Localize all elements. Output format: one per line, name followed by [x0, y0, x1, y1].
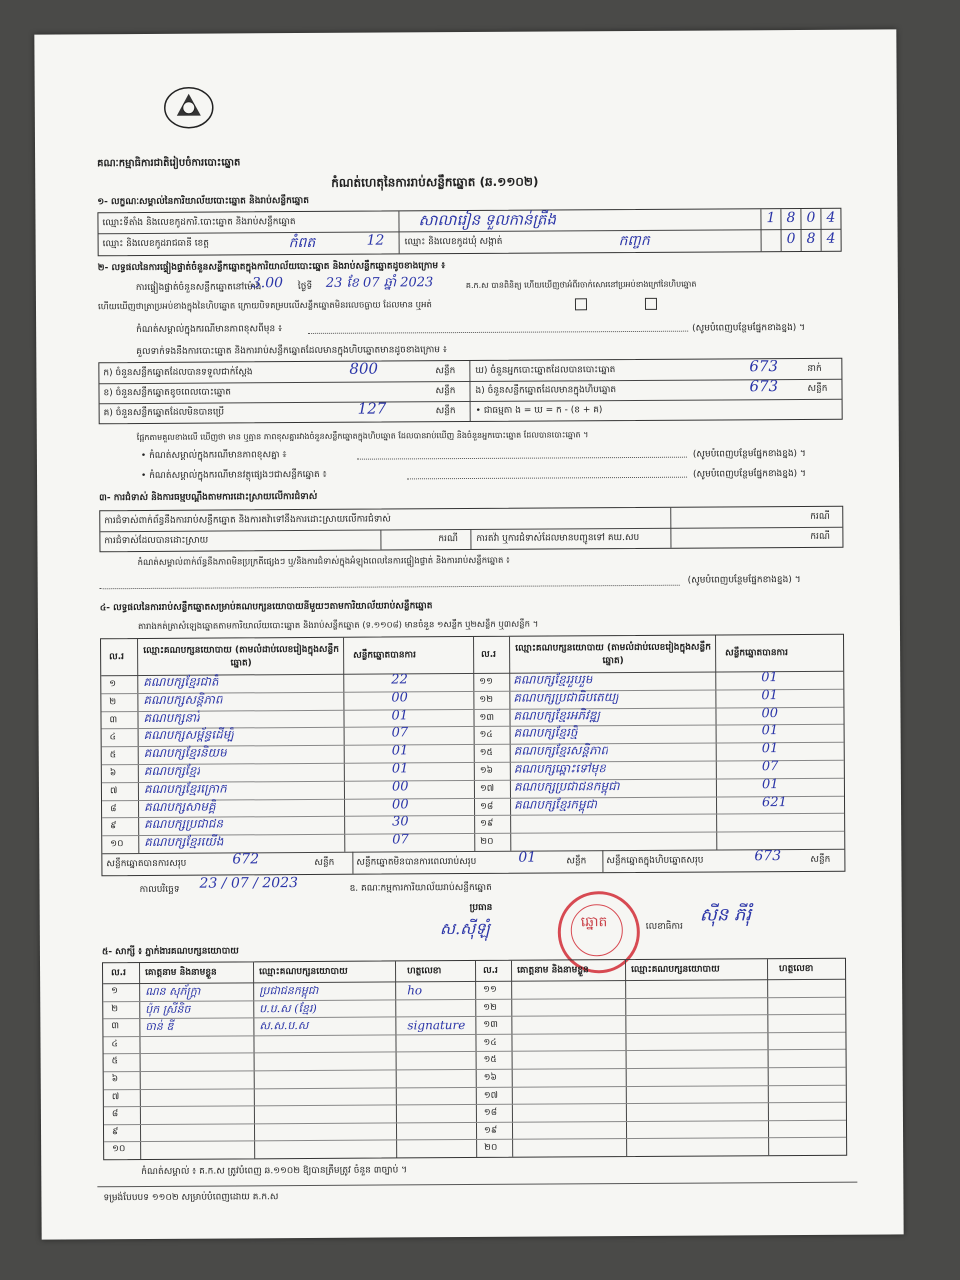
seal-yes-checkbox[interactable] [575, 298, 587, 310]
results-party-name: គណបក្សប្រជាជនកម្ពុជា [513, 778, 620, 794]
results-table [100, 634, 845, 877]
results-votes: 01 [391, 743, 409, 759]
witness-row-number-right: ១៩ [484, 1125, 498, 1136]
results-party-name: គណបក្សខ្មែររួបរួម [513, 672, 593, 687]
witness-col-sign-right: ហត្ថលេខា [779, 963, 814, 975]
results-row-number: ៣ [109, 714, 118, 725]
results-row-number: ១៦ [479, 765, 494, 776]
witness-row-number-right: ១៤ [483, 1037, 497, 1048]
witness-name: ណន សុភ័ក្ត្រា [145, 984, 201, 998]
province-code: 12 [366, 232, 385, 249]
witness-name: ប៉ុក ស្រីនិច [145, 1002, 191, 1016]
witness-col-name-left: គោត្តនាម និងនាមខ្លួន [145, 967, 217, 978]
results-row-number: ៤ [109, 732, 117, 743]
results-party-name: គណបក្សខ្មែរថ្មី [513, 725, 578, 741]
diff-note-line[interactable] [308, 331, 688, 334]
results-votes: 30 [392, 814, 409, 830]
fill-note-2: (សូមបំពេញបន្ថែមផ្នែកខាងខ្នង) ។ [692, 448, 806, 460]
witness-row-number: ៥ [111, 1056, 119, 1067]
witness-row-divider [104, 1102, 846, 1108]
witness-col-name-right: គោត្តនាម និងនាមខ្លួន [517, 965, 589, 976]
complaint-case-2: ករណី [438, 534, 459, 545]
results-votes: 07 [392, 832, 409, 848]
results-row-number: ៩ [110, 821, 117, 832]
results-party-name: គណបក្សឆ្ពោះទៅមុខ [513, 761, 606, 776]
section2-heading: ២- លទ្ធផលនៃការផ្ទៀងផ្ទាត់ចំនួនសន្លឹកឆ្នោតក្នុងការិយាល័យបោះឆ្នោត និងរាប់សន្លឹកឆ្នោតដូចខាងក្រោម ៖ [97, 261, 446, 274]
station-code-1: 1 [766, 210, 776, 227]
witness-row-number: ១ [111, 986, 119, 997]
witness-signature: ho [407, 983, 423, 998]
results-votes: 01 [761, 670, 778, 686]
org-name: គណៈកម្មាធិការជាតិរៀបចំការបោះឆ្នោត [97, 157, 241, 170]
inbox-value: 673 [749, 377, 779, 396]
total-box-label: សន្លឹកឆ្នោតក្នុងហិបឆ្នោតសរុប [606, 855, 704, 867]
chair-label: ប្រធាន [469, 902, 493, 914]
received-label: ក) ចំនួនសន្លឹកឆ្នោតដែលបានទទួលជាក់ស្តែង [103, 367, 253, 379]
verify-text: គ.ក.ស បានពិនិត្យ ហើយឃើញថាអំពីរចាក់សោរនៅប្រអប់ខាងក្រៅនៃហិបឆ្នោត [465, 279, 697, 291]
total-box-value: 673 [754, 848, 782, 865]
bullet-object: • កំណត់សម្គាល់ក្នុងករណីមានវត្ថុផ្សេងៗជាសន្លឹកឆ្នោត ៖ [140, 469, 327, 482]
voters-unit: នាក់ [807, 363, 822, 374]
complaint-case-1: ករណី [810, 511, 830, 522]
ballot-count-form [34, 29, 903, 1239]
results-party-name: គណបក្សសម្ព័ន្ធដើម្បី [143, 727, 235, 743]
province-name: កំពត [288, 234, 316, 252]
results-party-name: គណបក្សប្រជាធិបតេយ្យ [513, 689, 619, 705]
witness-row-number-right: ១៧ [483, 1090, 499, 1101]
verify-time: 3.00 [251, 275, 284, 292]
figures-intro: គួលទាក់ទងនឹងការបោះឆ្នោត និងការរាប់សន្លឹកឆ្នោតដែលមានក្នុងហិបឆ្នោតមានដូចខាងក្រោម ៖ [136, 345, 447, 358]
results-row-number: ៦ [109, 768, 117, 779]
results-party-name: គណបក្សខ្មែរសន្តិភាព [513, 743, 609, 758]
witness-col-no-left: ល.រ [111, 968, 126, 979]
spoiled-unit: សន្លឹក [435, 386, 456, 397]
figures-table [98, 358, 842, 425]
unused-value: 127 [357, 399, 387, 418]
fill-note-3: (សូមបំពេញបន្ថែមផ្នែកខាងខ្នង) ។ [692, 468, 806, 480]
witness-party: ប្រជាជនកម្ពុជា [259, 983, 319, 998]
witness-row-number-right: ១៦ [483, 1072, 497, 1083]
inbox-label: ង) ចំនួនសន្លឹកឆ្នោតដែលមានក្នុងហិបឆ្នោត [475, 385, 617, 396]
section4-heading: ៤- លទ្ធផលនៃការរាប់សន្លឹកឆ្នោតសម្រាប់គណបក្សនយោបាយនីមួយៗតាមការិយាល័យរាប់សន្លឹកឆ្នោត [99, 601, 433, 614]
results-row-number: ១០ [110, 839, 124, 850]
footer-rule [97, 1182, 857, 1188]
results-votes: 00 [391, 690, 408, 706]
results-col-party-right: ឈ្មោះគណបក្សនយោបាយ (តាមលំដាប់លេខរៀងក្នុងសន្លឹកឆ្នោត) [515, 642, 711, 667]
section5-heading: ៥- សាក្សី ៖ ភ្នាក់ងារគណបក្សនយោបាយ [101, 946, 239, 958]
chair-signature: ស.ស៊ីឡុំ [439, 918, 490, 939]
footnote: កំណត់សម្គាល់ ៖ គ.ក.ស ត្រូវបំពេញ ឆ.១១០២ ឱ្យបានត្រឹមត្រូវ ចំនួន ៣ច្បាប់ ។ [141, 1165, 408, 1178]
results-votes: 00 [391, 796, 409, 813]
witness-row-number: ៦ [111, 1074, 119, 1085]
unused-unit: សន្លឹក [435, 406, 456, 417]
witness-row-number: ៤ [111, 1038, 118, 1049]
complaint-case-3: ករណី [810, 531, 831, 542]
complaint-table [99, 506, 843, 553]
results-row-number: ១ [109, 679, 117, 690]
voters-label: ឃ) ចំនួនអ្នកបោះឆ្នោតដែលបានបោះឆ្នោត [475, 365, 616, 376]
results-party-name: គណបក្សខ្មែរនិយម [143, 745, 227, 761]
form-footer: ទម្រង់បែបបទ ១១០២ សម្រាប់បំពេញដោយ គ.ក.ស [103, 1192, 279, 1204]
bullet-diff: • កំណត់សម្គាល់ក្នុងករណីមានភាពខុសគ្នា ៖ [140, 450, 287, 462]
results-votes: 01 [391, 761, 409, 777]
received-unit: សន្លឹក [435, 366, 456, 377]
complaint-forwarded: ការតវ៉ា ឬការជំទាស់ដែលមានបញ្ជូនទៅ គឃ.សប [476, 532, 640, 544]
results-votes: 07 [391, 725, 409, 741]
witness-row-number-right: ១១ [483, 984, 497, 995]
bullet-object-line[interactable] [407, 477, 687, 480]
results-party-name: គណបក្សនារី [143, 710, 200, 725]
results-row-number: ១៣ [479, 712, 495, 723]
results-party-name: គណបក្សខ្មែរកម្ពុជា [513, 796, 598, 812]
fill-note-4: (សូមបំពេញបន្ថែមផ្នែកខាងខ្នង) ។ [687, 574, 801, 586]
unused-label: គ) ចំនួនសន្លឹកឆ្នោតដែលមិនបានប្រើ [103, 407, 225, 419]
witness-col-party-left: ឈ្មោះគណបក្សនយោបាយ [259, 966, 348, 978]
station-label: ឈ្មោះទីតាំង និងលេខកូដការិ.បោះឆ្នោត និងរាប់សន្លឹកឆ្នោត [102, 217, 296, 229]
emblem-logo [163, 86, 215, 130]
results-party-name: គណបក្សខ្មែរ [143, 763, 201, 778]
results-votes: 01 [761, 687, 778, 704]
results-party-name: គណបក្សខ្មែរអភិវឌ្ឍ [513, 707, 601, 723]
fill-note-1: (សូមបំពេញបន្ថែមផ្នែកខាងខ្នង) ។ [692, 322, 806, 334]
results-row-number: ៧ [109, 785, 118, 796]
diff-note-label: កំណត់សម្គាល់ក្នុងករណីមានភាពខុសពីមុន ៖ [136, 324, 283, 336]
results-votes: 07 [761, 759, 779, 775]
witness-col-party-right: ឈ្មោះគណបក្សនយោបាយ [631, 964, 720, 976]
formula: • ជាធម្មតា ង = ឃ = ក - (ខ + គ) [475, 405, 603, 416]
results-votes: 01 [761, 723, 779, 739]
results-party-name: គណបក្សខ្មែរយើង [144, 834, 224, 850]
results-row-number: ២ [109, 696, 117, 707]
received-value: 800 [349, 359, 379, 378]
results-row-number: ១៩ [480, 819, 494, 830]
witness-col-no-right: ល.រ [483, 965, 498, 976]
results-col-votes-left: សន្លឹកឆ្នោតបានការ [353, 650, 417, 661]
results-row-number: ១៧ [479, 783, 495, 794]
witness-row-number: ៨ [111, 1109, 119, 1120]
witness-row-number-right: ២០ [484, 1143, 498, 1154]
total-invalid-unit: សន្លឹក [566, 856, 587, 867]
results-party-name: គណបក្សខ្មែរក្រោក [143, 781, 227, 796]
complaint-resolved: ការជំទាស់ដែលបានដោះស្រាយ [104, 535, 209, 547]
results-row-number: ១៨ [480, 801, 494, 812]
total-valid-unit: សន្លឹក [314, 857, 335, 868]
witness-row-number: ៩ [112, 1126, 119, 1137]
results-col-votes-right: សន្លឹកឆ្នោតបានការ [725, 648, 788, 659]
witness-row-number-right: ១៥ [483, 1055, 497, 1066]
witness-row-number: ៧ [111, 1091, 120, 1102]
irregularity-note: កំណត់សម្គាល់ពាក់ព័ន្ធនឹងភាពមិនប្រក្រតីផ្សេងៗ ឬ/និងការជំទាស់ក្នុងអំឡុងពេលនៃការផ្ទៀងផ្ទាត់ និងការរាប់សន្លឹកឆ្នោត ៖ [137, 555, 510, 569]
station-code-4: 4 [826, 209, 836, 226]
witness-row-number: ២ [111, 1003, 119, 1014]
results-col-party-left: ឈ្មោះគណបក្សនយោបាយ (តាមលំដាប់លេខរៀងក្នុងសន្លឹកឆ្នោត) [143, 644, 339, 669]
station-code-3: 0 [806, 209, 816, 226]
witness-row-number: ១០ [112, 1144, 126, 1155]
discrepancy-text: ផ្អែកតាមគួលខាងលើ ឃើញថា មាន ឬគ្មាន ភាពខុសគ្នារវាងចំនួនសន្លឹកឆ្នោតក្នុងហិបឆ្នោត ដែលបានរាប់ឃើញ និងចំនួនអ្នកបោះឆ្នោត ដែលបានបោះឆ្នោត ។ [136, 430, 589, 443]
witness-name: ចាន់ ឌី [145, 1020, 174, 1034]
commune-code-3: 4 [826, 230, 836, 247]
bullet-diff-line[interactable] [357, 457, 687, 460]
section1-heading: ១- លក្ខណៈសម្គាល់នៃការិយាល័យបោះឆ្នោត និងរាប់សន្លឹកឆ្នោត [97, 195, 309, 208]
results-votes: 22 [391, 672, 408, 688]
witness-party: ប.ប.ស (ខ្មែរ) [259, 1001, 317, 1015]
results-row-number: ១២ [479, 694, 494, 705]
commune-code-1: 0 [786, 230, 796, 248]
irregularity-line[interactable] [100, 585, 680, 590]
total-invalid-label: សន្លឹកឆ្នោតមិនបានការពេលរាប់សរុប [356, 856, 477, 868]
results-row-number: ៨ [110, 803, 117, 814]
witness-row-number: ៣ [111, 1021, 120, 1032]
section4-intro: តារាងកត់ត្រាសំឡេងឆ្នោតតាមការិយាល័យបោះឆ្នោត និងរាប់សន្លឹកឆ្នោត (ទ.១១០៨) មានចំនួន ១សន្លឹក ឬ២សន្លឹក ឬ៣សន្លឹក ។ [137, 619, 539, 633]
results-row-number: ៥ [109, 750, 117, 761]
inbox-unit: សន្លឹក [807, 383, 828, 394]
committee-label: ឧ. គណៈកម្មការការិយាល័យរាប់សន្លឹកឆ្នោត [349, 882, 492, 894]
seal-check-text: ហើយឃើញថាត្រាប្រអប់ខាងក្នុងនៃហិបឆ្នោត ក្រោយបិទគម្របលើសន្លឹកឆ្នោតមិនរលេចធ្លាយ ដែលមាន ឬអត់ [97, 300, 432, 313]
stamp-text: ឆ្នោត [580, 914, 608, 931]
witness-table [102, 958, 847, 1161]
witness-row-divider [104, 1084, 846, 1090]
results-votes: 01 [761, 776, 779, 793]
witness-row-number-right: ១៣ [483, 1020, 498, 1031]
total-valid-label: សន្លឹកឆ្នោតបានការសរុប [106, 858, 187, 870]
results-party-name: គណបក្សខ្មែរជាតិ [143, 674, 219, 689]
dated-label: កាលបរិច្ឆេទ [139, 884, 180, 896]
results-row-number: ១៥ [479, 748, 493, 759]
secretary-label: លេខាធិការ [645, 921, 683, 932]
results-row-number: ២០ [480, 837, 494, 848]
province-label: ឈ្មោះ និងលេខកូដរាជធានី ខេត្ត [102, 238, 209, 250]
witness-row-number-right: ១២ [483, 1002, 497, 1013]
results-col-no-left: ល.រ [109, 652, 125, 663]
results-row-number: ១៤ [479, 730, 493, 741]
station-name: សាលារៀន ទួលកាន់ត្រឹង [418, 210, 557, 230]
station-code-2: 8 [786, 209, 796, 227]
witness-party: ស.ស.ប.ស [259, 1019, 309, 1033]
results-votes: 00 [391, 779, 409, 795]
results-party-name: គណបក្សសន្តិភាព [143, 692, 223, 707]
results-col-no-right: ល.រ [481, 649, 497, 660]
witness-signature: signature [407, 1018, 466, 1033]
results-votes: 01 [761, 741, 779, 757]
witness-col-sign-left: ហត្ថលេខា [407, 966, 442, 977]
results-votes: 00 [761, 705, 779, 721]
section3-heading: ៣- ការជំទាស់ និងការធម្មបណ្ដឹងតាមការដោះស្រាយលើការជំទាស់ [99, 491, 318, 504]
voters-value: 673 [749, 357, 779, 376]
form-title: កំណត់ហេតុនៃការរាប់សន្លឹកឆ្នោត (ឆ.១១០២) [331, 174, 539, 190]
complaint-row1: ការជំទាស់ពាក់ព័ន្ធនឹងការរាប់សន្លឹកឆ្នោត និងការតវ៉ាទៅនឹងការដោះស្រាយលើការជំទាស់ [104, 514, 391, 527]
total-valid-value: 672 [232, 851, 260, 868]
results-row-number: ១១ [479, 676, 493, 687]
results-votes: 621 [761, 794, 787, 810]
seal-no-checkbox[interactable] [645, 298, 657, 310]
witness-row-number-right: ១៨ [483, 1108, 498, 1119]
commune-code-2: 8 [806, 230, 816, 247]
location-table [97, 208, 841, 257]
results-votes: 01 [391, 707, 409, 724]
verify-date: 23 ខែ 07 ឆ្នាំ 2023 [325, 275, 434, 291]
verify-date-label: ថ្ងៃទី [297, 281, 313, 293]
dated-value: 23 / 07 / 2023 [199, 875, 299, 892]
secretary-signature: ស៊ីន ភីរុំ [699, 904, 752, 926]
commune-name: កញ្ចក [618, 232, 650, 250]
total-box-unit: សន្លឹក [810, 854, 831, 865]
results-party-name: គណបក្សប្រជាជន [144, 816, 224, 832]
spoiled-label: ខ) ចំនួនសន្លឹកឆ្នោតខូចពេលបោះឆ្នោត [103, 387, 232, 399]
verify-time-label: ការផ្ទៀងផ្ទាត់ចំនួនសន្លឹកឆ្នោតនៅម៉ោង [135, 282, 262, 294]
total-invalid-value: 01 [518, 849, 537, 866]
results-party-name: គណបក្សសាមគ្គី [144, 799, 216, 814]
commune-label: ឈ្មោះ និងលេខកូដឃុំ សង្កាត់ [404, 236, 503, 248]
